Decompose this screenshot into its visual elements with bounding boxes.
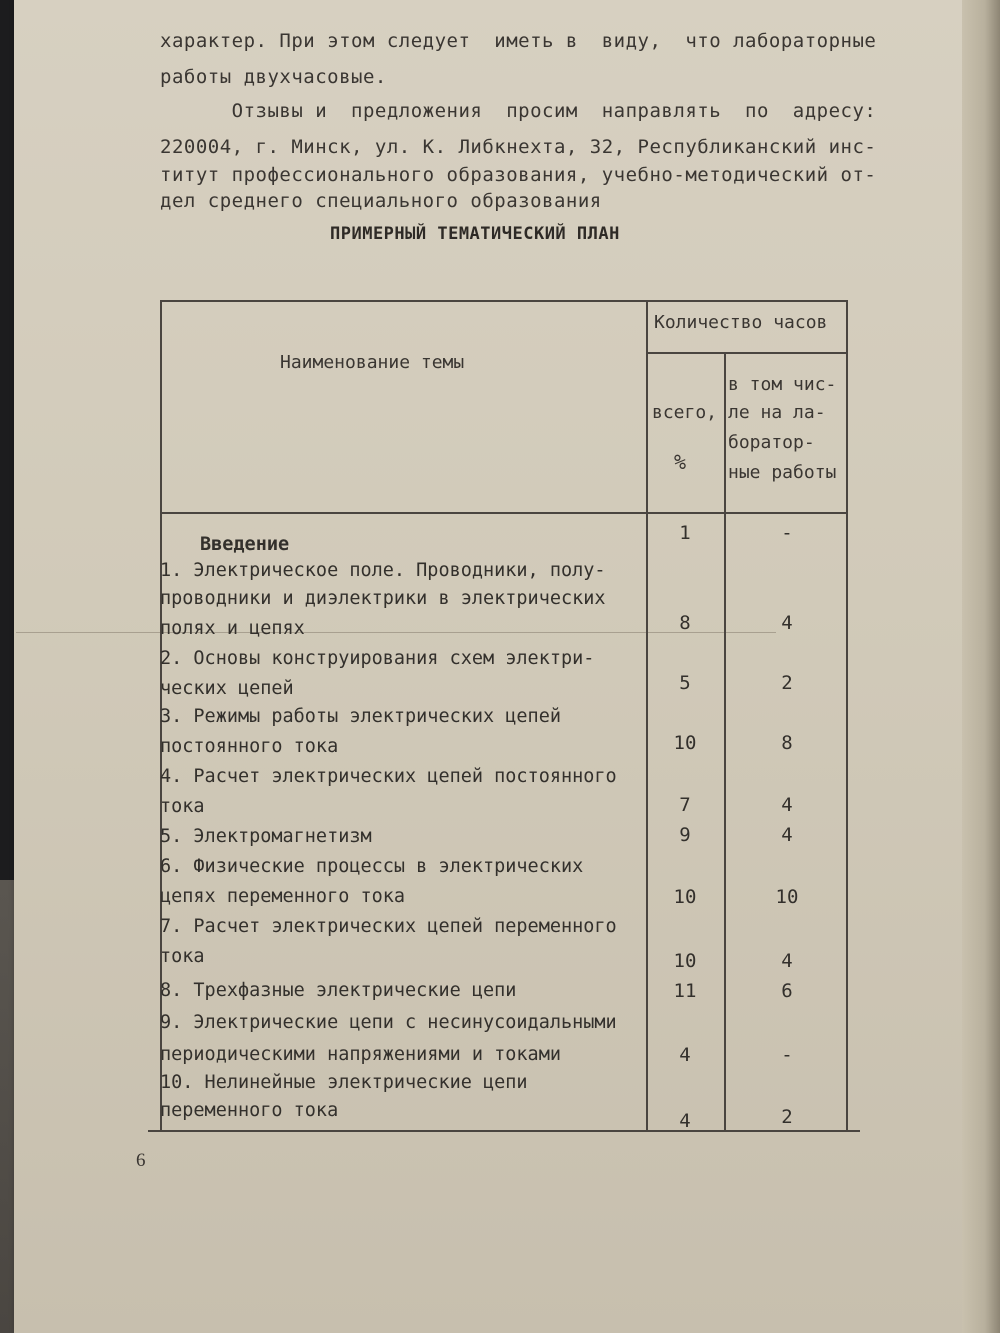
table-cell-lab: 4: [781, 794, 793, 816]
table-cell-total: 9: [679, 824, 691, 846]
table-row-title: цепях переменного тока: [160, 886, 406, 907]
table-row-title: 2. Основы конструирования схем электри-: [160, 648, 595, 669]
table-row-title: 7. Расчет электрических цепей переменного: [160, 916, 617, 937]
header-lab-line: в том чис-: [728, 374, 837, 395]
table-cell-lab: 4: [781, 950, 793, 972]
column-divider-lab: [724, 352, 726, 1132]
table-cell-lab: 10: [775, 886, 799, 908]
table-cell-lab: -: [781, 522, 793, 544]
table-row-title: 3. Режимы работы электрических цепей: [160, 706, 561, 727]
table-row-title: периодическими напряжениями и токами: [160, 1044, 561, 1065]
table-row-title: 6. Физические процессы в электрических: [160, 856, 584, 877]
table-row-title: проводники и диэлектрики в электрических: [160, 588, 606, 609]
table-cell-total: 5: [679, 672, 691, 694]
table-cell-total: 11: [673, 980, 697, 1002]
header-lab-line: ле на ла-: [728, 402, 826, 423]
table-cell-lab: 8: [781, 732, 793, 754]
table-cell-total: 10: [673, 732, 697, 754]
table-cell-lab: -: [781, 1044, 793, 1066]
column-divider-total: [646, 300, 648, 1132]
table-top-border: [160, 300, 846, 302]
table-row-title: 4. Расчет электрических цепей постоянного: [160, 766, 617, 787]
table-cell-lab: 4: [781, 824, 793, 846]
table-cell-lab: 4: [781, 612, 793, 634]
table-row-title: тока: [160, 796, 205, 817]
table-cell-lab: 2: [781, 1106, 793, 1128]
header-bottom-border: [160, 512, 846, 514]
header-divider: [646, 352, 846, 354]
table-row-title: постоянного тока: [160, 736, 339, 757]
page-title: ПРИМЕРНЫЙ ТЕМАТИЧЕСКИЙ ПЛАН: [330, 224, 620, 244]
table-cell-total: 10: [673, 886, 697, 908]
table-cell-total: 4: [679, 1044, 691, 1066]
table-row-title: полях и цепях: [160, 618, 305, 639]
table-cell-total: 7: [679, 794, 691, 816]
table-cell-total: 4: [679, 1110, 691, 1132]
intro-line: 220004, г. Минск, ул. К. Либкнехта, 32, Республиканский инс-: [160, 136, 877, 158]
table-right-border: [846, 300, 848, 1132]
table-row-title: 5. Электромагнетизм: [160, 826, 372, 847]
table-cell-total: 8: [679, 612, 691, 634]
header-total: всего,: [652, 402, 718, 423]
table-row-title: 1. Электрическое поле. Проводники, полу-: [160, 560, 606, 581]
table-row-title: переменного тока: [160, 1100, 339, 1121]
header-lab-line: ные работы: [728, 462, 837, 483]
intro-line: дел среднего специального образования: [160, 190, 602, 212]
table-bottom-border: [148, 1130, 860, 1132]
table-row-title: 9. Электрические цепи с несинусоидальными: [160, 1012, 617, 1033]
intro-line: титут профессионального образования, учебно-методический от-: [160, 164, 877, 186]
header-topic: Наименование темы: [280, 352, 465, 373]
table-row-title: Введение: [200, 534, 290, 555]
table-cell-lab: 6: [781, 980, 793, 1002]
table-cell-lab: 2: [781, 672, 793, 694]
page-number: 6: [136, 1150, 146, 1171]
table-cell-total: 1: [679, 522, 691, 544]
intro-line: Отзывы и предложения просим направлять по адресу:: [160, 100, 877, 122]
table-row-title: тока: [160, 946, 205, 967]
table-row-title: 10. Нелинейные электрические цепи: [160, 1072, 528, 1093]
header-percent: %: [674, 450, 687, 474]
table-cell-total: 10: [673, 950, 697, 972]
table-row-title: 8. Трехфазные электрические цепи: [160, 980, 517, 1001]
header-lab-line: боратор-: [728, 432, 815, 453]
intro-line: характер. При этом следует иметь в виду, что лабораторные: [160, 30, 877, 52]
header-hours: Количество часов: [654, 312, 828, 333]
intro-line: работы двухчасовые.: [160, 66, 387, 88]
table-row-title: ческих цепей: [160, 678, 294, 699]
